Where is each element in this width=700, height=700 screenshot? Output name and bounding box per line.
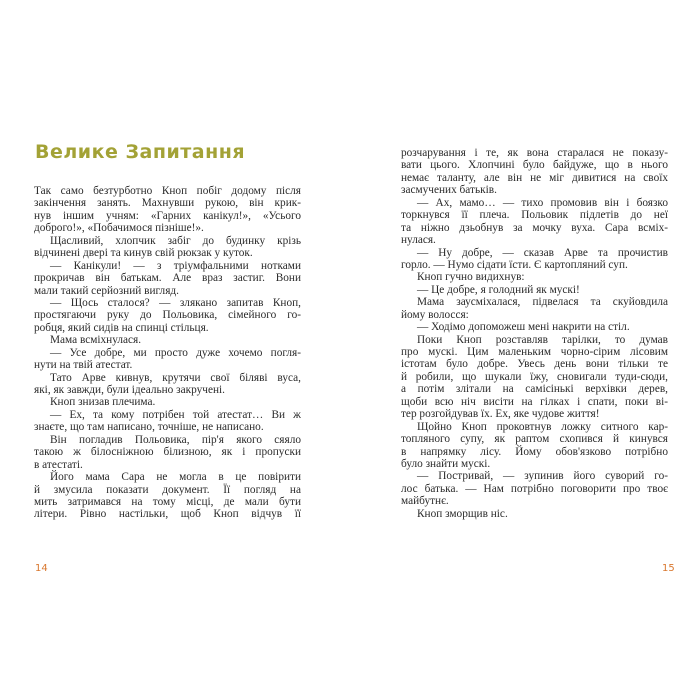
text-line: — Канікули! — з тріумфальними нотками	[50, 259, 301, 272]
text-line: тер розгойдував їх. Ех, яке чудове життя!	[401, 408, 600, 421]
text-line: а потім злітали на самісінькі верхівки дерев,	[401, 383, 668, 396]
text-line: — Постривай, — зупинив його суворий го-	[417, 470, 668, 483]
text-line: простягаючи руку до Польовика, сімейного го-	[34, 309, 301, 322]
right-page	[350, 0, 700, 700]
text-line: й робили, що шукали їжу, сновигали туди-сюди,	[401, 370, 668, 383]
text-line: Мама всміхнулася.	[50, 334, 142, 347]
chapter-title: Велике Запитання	[35, 141, 246, 163]
text-line: — Ходімо допоможеш мені накрити на стіл.	[417, 321, 630, 334]
text-line: про мускі. Цим маленьким чорно-сірим лісовим	[401, 346, 668, 358]
text-line: літери. Рівно настільки, щоб Кноп відчув її	[34, 508, 301, 521]
text-line: такою ж білосніжною білизною, як і пропуски	[34, 446, 301, 459]
text-line: знаєте, що там написано, точніше, не написано.	[34, 421, 264, 434]
text-line: які, як завжди, були ідеально закручені.	[34, 384, 225, 396]
text-line: — Це добре, я голодний як мускі!	[417, 283, 580, 296]
text-line: розчарування і те, як вона старалася не показу-	[401, 147, 668, 159]
text-line: мали такий серйозний вигляд.	[34, 284, 179, 297]
text-line: Кноп гучно видихнув:	[417, 271, 525, 284]
text-line: відчинені двері та кинув свій рюкзак у куток.	[34, 247, 253, 260]
text-line: доброго!», «Побачимося пізніше!».	[34, 222, 204, 235]
text-line: щоби всю ніч висіти на гілках і спати, поки ві-	[401, 395, 668, 408]
text-line: закінчення занять. Махнувши рукою, він крик-	[34, 197, 301, 210]
text-line: майбутнє.	[401, 495, 449, 508]
text-line: Щасливий, хлопчик забіг до будинку крізь	[50, 234, 301, 247]
text-line: та ніжно дзьобнув за мочку вуха. Сара всміх-	[401, 221, 668, 234]
text-line: Кноп знизав плечима.	[50, 396, 156, 409]
text-line: немає таланту, але він не міг дивитися на своїх	[401, 171, 668, 184]
text-line: й змусила показати документ. Її погляд на	[34, 483, 301, 496]
text-line: — Ну добре, — сказав Арве та прочистив	[417, 246, 668, 259]
text-line: вати цього. Хлопчині було байдуже, що в нього	[401, 159, 668, 172]
page-number-right: 15	[662, 563, 675, 574]
text-line: нулася.	[401, 234, 436, 247]
text-line: істотам було добре. Увесь день вони тільки те	[401, 358, 668, 371]
text-line: мить затримався на тому місці, де мали бути	[34, 495, 301, 508]
text-line: нути на твій атестат.	[34, 359, 133, 372]
page-number-left: 14	[35, 563, 48, 574]
left-text-column	[34, 185, 301, 521]
text-line: Він погладив Польовика, пір'я якого сяяло	[50, 433, 301, 446]
text-line: Його мама Сара не могла в це повірити	[50, 471, 301, 484]
text-line: Мама заусміхалася, підвелася та скуйовдила	[417, 296, 668, 309]
text-line: Щойно Кноп проковтнув ложку ситного кар-	[417, 420, 668, 433]
text-line: робця, який сидів на спинці стільця.	[34, 321, 209, 334]
text-line: — Ех, та кому потрібен той атестат… Ви ж	[50, 408, 301, 421]
text-line: Так само безтурботно Кноп побіг додому після	[34, 185, 301, 197]
text-line: в атестаті.	[34, 458, 83, 471]
text-line: Тато Арве кивнув, крутячи свої біляві вуса,	[50, 371, 301, 384]
text-line: в напрямку лісу. Йому обов'язково потрібно	[401, 445, 668, 458]
text-line: йому волосся:	[401, 308, 469, 321]
text-line: нув іншим учням: «Гарних канікул!», «Усього	[34, 209, 301, 222]
text-line: — Усе добре, ми просто дуже хочемо погля-	[50, 346, 301, 359]
text-line: торкнувся її плеча. Польовик підлетів до неї	[401, 209, 668, 222]
text-line: Поки Кноп розставляв тарілки, то думав	[417, 333, 668, 346]
text-line: горло. — Нумо сідати їсти. Є картопляний суп.	[401, 258, 628, 271]
text-line: прокричав він батькам. Але враз застиг. Вони	[34, 272, 301, 285]
text-line: топляного супу, як раптом схопився й кинувся	[401, 433, 668, 446]
text-line: — Щось сталося? — злякано запитав Кноп,	[50, 296, 301, 309]
text-line: було знайти мускі.	[401, 457, 491, 470]
right-text-column	[401, 147, 668, 520]
text-line: Кноп зморщив ніс.	[417, 507, 508, 520]
text-line: засмучених батьків.	[401, 184, 497, 197]
text-line: — Ах, мамо… — тихо промовив він і боязко	[417, 196, 668, 209]
text-line: лос батька. — Нам потрібно поговорити про твоє	[401, 482, 668, 495]
